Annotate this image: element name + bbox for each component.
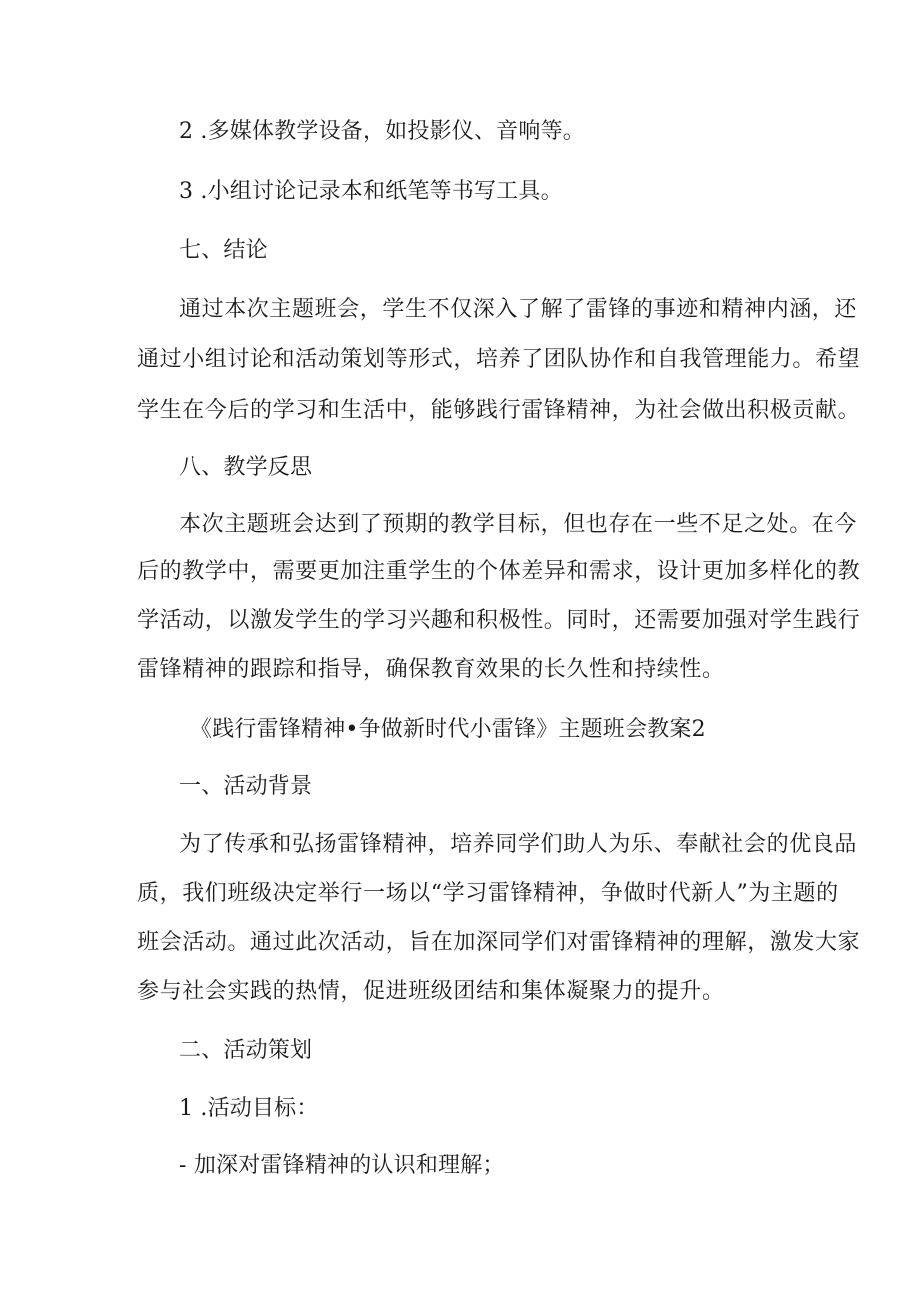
paragraph-line: 雷锋精神的跟踪和指导，确保教育效果的长久性和持续性。 [137, 657, 725, 682]
list-item-2: 2 .多媒体教学设备，如投影仪、音响等。 [179, 119, 585, 144]
paragraph-line: 班会活动。通过此次活动，旨在加深同学们对雷锋精神的理解，激发大家 [137, 930, 861, 955]
document-title: 《践行雷锋精神•争做新时代小雷锋》主题班会教案2 [190, 717, 706, 742]
paragraph-line: 本次主题班会达到了预期的教学目标，但也存在一些不足之处。在今 [179, 512, 858, 537]
list-item-3: 3 .小组讨论记录本和纸笔等书写工具。 [179, 179, 563, 204]
paragraph-line: 通过本次主题班会，学生不仅深入了解了雷锋的事迹和精神内涵，还 [179, 297, 858, 322]
section-heading-planning: 二、活动策划 [179, 1038, 313, 1063]
subsection-heading-goals: 1 .活动目标： [179, 1096, 319, 1121]
section-heading-reflection: 八、教学反思 [179, 455, 313, 480]
paragraph-line: 为了传承和弘扬雷锋精神，培养同学们助人为乐、奉献社会的优良品 [179, 832, 858, 857]
paragraph-line: 学生在今后的学习和生活中，能够践行雷锋精神，为社会做出积极贡献。 [137, 398, 861, 423]
paragraph-line: 通过小组讨论和活动策划等形式，培养了团队协作和自我管理能力。希望 [137, 347, 861, 372]
section-heading-conclusion: 七、结论 [179, 238, 268, 263]
paragraph-line: 质，我们班级决定举行一场以“学习雷锋精神，争做时代新人”为主题的 [137, 881, 839, 906]
paragraph-line: 后的教学中，需要更加注重学生的个体差异和需求，设计更加多样化的教 [137, 559, 861, 584]
bullet-item: - 加深对雷锋精神的认识和理解； [179, 1153, 505, 1178]
paragraph-line: 学活动，以激发学生的学习兴趣和积极性。同时，还需要加强对学生践行 [137, 608, 861, 633]
section-heading-background: 一、活动背景 [179, 774, 313, 799]
paragraph-line: 参与社会实践的热情，促进班级团结和集体凝聚力的提升。 [137, 979, 725, 1004]
